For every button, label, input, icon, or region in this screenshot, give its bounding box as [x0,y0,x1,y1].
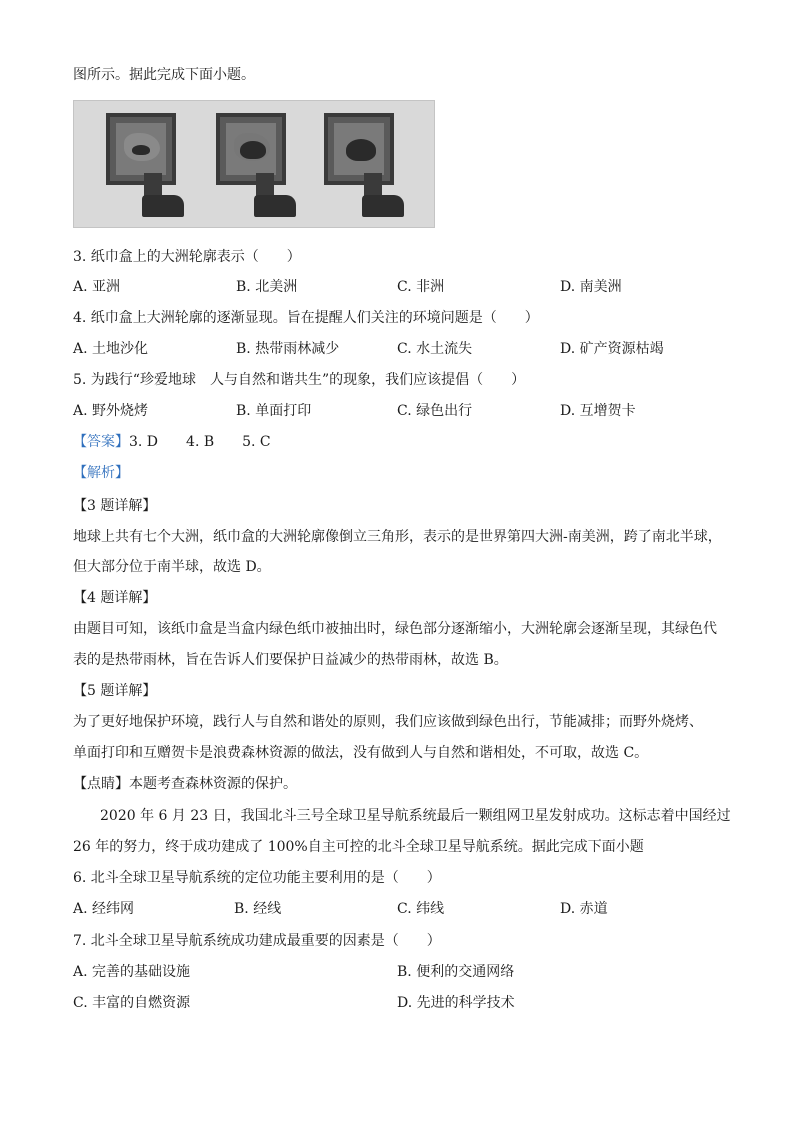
d4-line-2: 表的是热带雨林，旨在告诉人们要保护日益减少的热带雨林，故选 B。 [73,652,508,668]
passage-line-2: 26 年的努力，终于成功建成了 100%自主可控的北斗全球卫星导航系统。据此完成下面小题 [73,839,644,855]
q4-option-d[interactable]: D. 矿产资源枯竭 [560,341,664,357]
q6-stem: 6. 北斗全球卫星导航系统的定位功能主要利用的是（ ） [73,870,441,886]
q4-option-a[interactable]: A. 土地沙化 [73,341,149,357]
q7-option-a[interactable]: A. 完善的基础设施 [73,964,191,980]
tissue-box-1 [106,113,176,185]
q3-stem: 3. 纸巾盒上的大洲轮廓表示（ ） [73,249,301,265]
answer-line [73,433,271,451]
q3-option-b[interactable]: B. 北美洲 [236,279,298,295]
q6-option-d[interactable]: D. 赤道 [560,901,608,917]
d3-line-2: 但大部分位于南半球，故选 D。 [73,559,271,575]
q6-option-a[interactable]: A. 经纬网 [73,901,135,917]
q6-option-c[interactable]: C. 纬线 [397,901,445,917]
tissue-box-figure [73,100,435,228]
answer-values: 3. D 4. B 5. C [129,434,271,450]
q3-option-c[interactable]: C. 非洲 [397,279,445,295]
d4-line-1: 由题目可知，该纸巾盒是当盒内绿色纸巾被抽出时，绿色部分逐渐缩小，大洲轮廓会逐渐呈现，其绿色代 [73,621,717,637]
q3-option-a[interactable]: A. 亚洲 [73,279,121,295]
q4-option-b[interactable]: B. 热带雨林减少 [236,341,340,357]
answer-label: 【答案】 [73,434,129,450]
d3-line-1: 地球上共有七个大洲，纸巾盒的大洲轮廓像倒立三角形，表示的是世界第四大洲-南美洲，跨了南北半球， [73,529,722,545]
tissue-box-2-base [254,195,296,217]
d4-title: 【4 题详解】 [73,590,157,606]
d5-line-2: 单面打印和互赠贺卡是浪费森林资源的做法，没有做到人与自然和谐相处，不可取，故选 C。 [73,745,649,761]
d3-title: 【3 题详解】 [73,498,157,514]
tissue-box-3-base [362,195,404,217]
tissue-box-3 [324,113,394,185]
q4-option-c[interactable]: C. 水土流失 [397,341,473,357]
d5-title: 【5 题详解】 [73,683,157,699]
analysis-label: 【解析】 [73,465,129,481]
passage-line-1: 2020 年 6 月 23 日，我国北斗三号全球卫星导航系统最后一颗组网卫星发射成功。这标志着中国经过 [100,808,731,824]
q7-option-b[interactable]: B. 便利的交通网络 [397,964,515,980]
q6-option-b[interactable]: B. 经线 [234,901,282,917]
q5-option-c[interactable]: C. 绿色出行 [397,403,473,419]
intro-text: 图所示。据此完成下面小题。 [73,67,255,83]
q5-option-a[interactable]: A. 野外烧烤 [73,403,149,419]
d5-line-1: 为了更好地保护环境，践行人与自然和谐处的原则，我们应该做到绿色出行，节能减排；而野外烧烤、 [73,714,703,730]
q5-option-d[interactable]: D. 互增贺卡 [560,403,636,419]
q5-stem: 5. 为践行“珍爱地球 人与自然和谐共生”的现象，我们应该提倡（ ） [73,372,526,388]
q3-option-d[interactable]: D. 南美洲 [560,279,622,295]
q4-stem: 4. 纸巾盒上大洲轮廓的逐渐显现。旨在提醒人们关注的环境问题是（ ） [73,310,539,326]
q7-option-d[interactable]: D. 先进的科学技术 [397,995,515,1011]
tissue-box-2 [216,113,286,185]
q7-option-c[interactable]: C. 丰富的自燃资源 [73,995,191,1011]
q7-stem: 7. 北斗全球卫星导航系统成功建成最重要的因素是（ ） [73,933,441,949]
q5-option-b[interactable]: B. 单面打印 [236,403,312,419]
tip-line: 【点睛】本题考查森林资源的保护。 [73,776,297,792]
tissue-box-1-base [142,195,184,217]
